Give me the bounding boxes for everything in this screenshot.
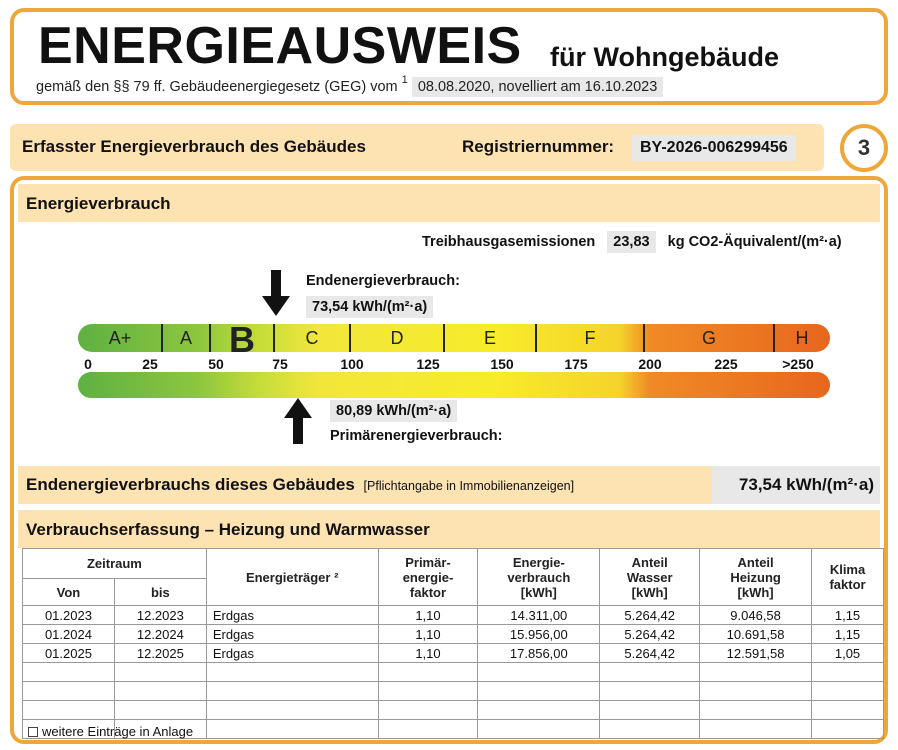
header-climate: Klima faktor [812, 549, 884, 606]
cell-water [600, 720, 700, 739]
cell-water [600, 663, 700, 682]
page-number-badge: 3 [840, 124, 888, 172]
summary-label-text: Endenergieverbrauchs dieses Gebäudes [26, 475, 355, 494]
legal-prefix: gemäß den §§ 79 ff. Gebäudeenergiegesetz (GEG) vom [36, 78, 398, 95]
summary-value: 73,54 kWh/(m²·a) [712, 466, 880, 504]
scale-tick: >250 [782, 356, 814, 372]
energy-class-d: D [390, 328, 404, 348]
cell-from: 01.2023 [23, 606, 115, 625]
table-row [23, 625, 884, 644]
cell-climate [812, 720, 884, 739]
cell-water [600, 682, 700, 701]
cell-heating: 9.046,58 [700, 606, 812, 625]
cell-from [23, 701, 115, 720]
cell-to: 12.2024 [114, 625, 206, 644]
class-separator [161, 324, 163, 352]
ghg-emissions [422, 234, 842, 250]
ghg-label: Treibhausgasemissionen [422, 234, 596, 250]
cell-carrier: Erdgas [206, 625, 378, 644]
table-row [23, 606, 884, 625]
cell-factor: 1,10 [378, 625, 478, 644]
cell-climate [812, 663, 884, 682]
header-period: Zeitraum [23, 549, 207, 579]
main-frame [10, 176, 888, 744]
cell-to [114, 701, 206, 720]
header-from: Von [23, 579, 115, 606]
scale-tick: 150 [490, 356, 514, 372]
scale-tick: 100 [340, 356, 364, 372]
cell-consumption [478, 682, 600, 701]
cell-water [600, 701, 700, 720]
table-section-title: Verbrauchserfassung – Heizung und Warmwasser [26, 520, 430, 539]
scale-tick: 25 [142, 356, 158, 372]
consumption-table [22, 548, 884, 739]
primary-energy-arrow-icon [284, 398, 312, 444]
cell-climate: 1,15 [812, 606, 884, 625]
energy-class-e: E [483, 328, 496, 348]
cell-factor [378, 663, 478, 682]
cell-heating [700, 720, 812, 739]
cell-carrier: Erdgas [206, 606, 378, 625]
primary-scale-bar [78, 372, 830, 398]
more-entries-note [28, 724, 193, 739]
cell-from [23, 682, 115, 701]
cell-from: 01.2024 [23, 625, 115, 644]
cell-to: 12.2023 [114, 606, 206, 625]
cell-heating [700, 682, 812, 701]
table-row [23, 682, 884, 701]
header-consumption: Energie- verbrauch [kWh] [478, 549, 600, 606]
scale-tick: 225 [714, 356, 738, 372]
cell-carrier [206, 663, 378, 682]
energy-class-a: A [179, 328, 192, 348]
cell-factor [378, 720, 478, 739]
table-row [23, 663, 884, 682]
cell-climate [812, 682, 884, 701]
footnote-marker: 1 [401, 74, 408, 86]
cell-climate [812, 701, 884, 720]
registration-label: Registriernummer: [462, 137, 615, 156]
cell-factor [378, 701, 478, 720]
cell-to [114, 682, 206, 701]
scale-tick: 75 [272, 356, 288, 372]
cell-consumption [478, 663, 600, 682]
energy-class-c: C [305, 328, 319, 348]
end-energy-label: Endenergieverbrauch: [306, 273, 460, 289]
scale-tick: 175 [564, 356, 588, 372]
summary-hint: [Pflichtangabe in Immobilienanzeigen] [363, 479, 575, 493]
header-frame [10, 8, 888, 105]
cell-carrier: Erdgas [206, 644, 378, 663]
energy-scale-bar [78, 319, 830, 360]
cell-consumption: 17.856,00 [478, 644, 600, 663]
legal-date: 08.08.2020, novelliert am 16.10.2023 [412, 77, 663, 97]
cell-carrier [206, 701, 378, 720]
page-title: ENERGIEAUSWEIS [38, 17, 522, 75]
class-separator [773, 324, 775, 352]
checkbox-icon[interactable] [28, 727, 38, 737]
end-energy-arrow-icon [262, 270, 290, 316]
class-separator [273, 324, 275, 352]
class-separator [443, 324, 445, 352]
cell-from [23, 663, 115, 682]
cell-heating: 12.591,58 [700, 644, 812, 663]
table-section-header [18, 510, 880, 548]
cell-consumption: 14.311,00 [478, 606, 600, 625]
primary-energy-value: 80,89 kWh/(m²·a) [330, 400, 457, 422]
ghg-unit: kg CO2-Äquivalent/(m²·a) [667, 234, 842, 250]
cell-climate: 1,15 [812, 625, 884, 644]
header-water: Anteil Wasser [kWh] [600, 549, 700, 606]
cell-carrier [206, 720, 378, 739]
energy-class-f: F [584, 328, 596, 348]
cell-factor: 1,10 [378, 644, 478, 663]
cell-consumption [478, 701, 600, 720]
cell-heating [700, 701, 812, 720]
primary-energy-label: Primärenergieverbrauch: [330, 428, 503, 444]
cell-consumption [478, 720, 600, 739]
registration-number: BY-2026-006299456 [632, 135, 796, 161]
class-separator [535, 324, 537, 352]
scale-tick: 0 [84, 356, 92, 372]
registration-bar [10, 124, 824, 171]
end-energy-value: 73,54 kWh/(m²·a) [306, 296, 433, 318]
cell-factor: 1,10 [378, 606, 478, 625]
summary-bar [18, 466, 880, 504]
scale-tick: 50 [208, 356, 224, 372]
ghg-value: 23,83 [607, 231, 655, 253]
header-heating: Anteil Heizung [kWh] [700, 549, 812, 606]
cell-climate: 1,05 [812, 644, 884, 663]
header-to: bis [114, 579, 206, 606]
class-separator [209, 324, 211, 352]
energy-class-g: G [701, 328, 716, 348]
cell-water: 5.264,42 [600, 644, 700, 663]
more-entries-label: weitere Einträge in Anlage [42, 724, 194, 739]
cell-from: 01.2025 [23, 644, 115, 663]
energy-class-b: B [229, 319, 255, 360]
table-row [23, 644, 884, 663]
scale-tick: 125 [416, 356, 440, 372]
summary-label [26, 475, 574, 495]
cell-water: 5.264,42 [600, 625, 700, 644]
energy-class-aplus: A+ [108, 328, 132, 348]
cell-heating: 10.691,58 [700, 625, 812, 644]
scale-tick: 200 [638, 356, 662, 372]
cell-carrier [206, 682, 378, 701]
energy-section-header [18, 184, 880, 222]
cell-to: 12.2025 [114, 644, 206, 663]
energy-section-title: Energieverbrauch [26, 194, 171, 213]
class-separator [643, 324, 645, 352]
header-primary-factor: Primär- energie- faktor [378, 549, 478, 606]
legal-line [36, 76, 663, 95]
page-subtitle: für Wohngebäude [550, 42, 779, 72]
section-label: Erfasster Energieverbrauch des Gebäudes [22, 137, 366, 156]
cell-water: 5.264,42 [600, 606, 700, 625]
cell-consumption: 15.956,00 [478, 625, 600, 644]
class-separator [349, 324, 351, 352]
cell-heating [700, 663, 812, 682]
cell-to [114, 663, 206, 682]
header-carrier: Energieträger ² [206, 549, 378, 606]
cell-factor [378, 682, 478, 701]
energy-class-h: H [795, 328, 809, 348]
table-row [23, 701, 884, 720]
